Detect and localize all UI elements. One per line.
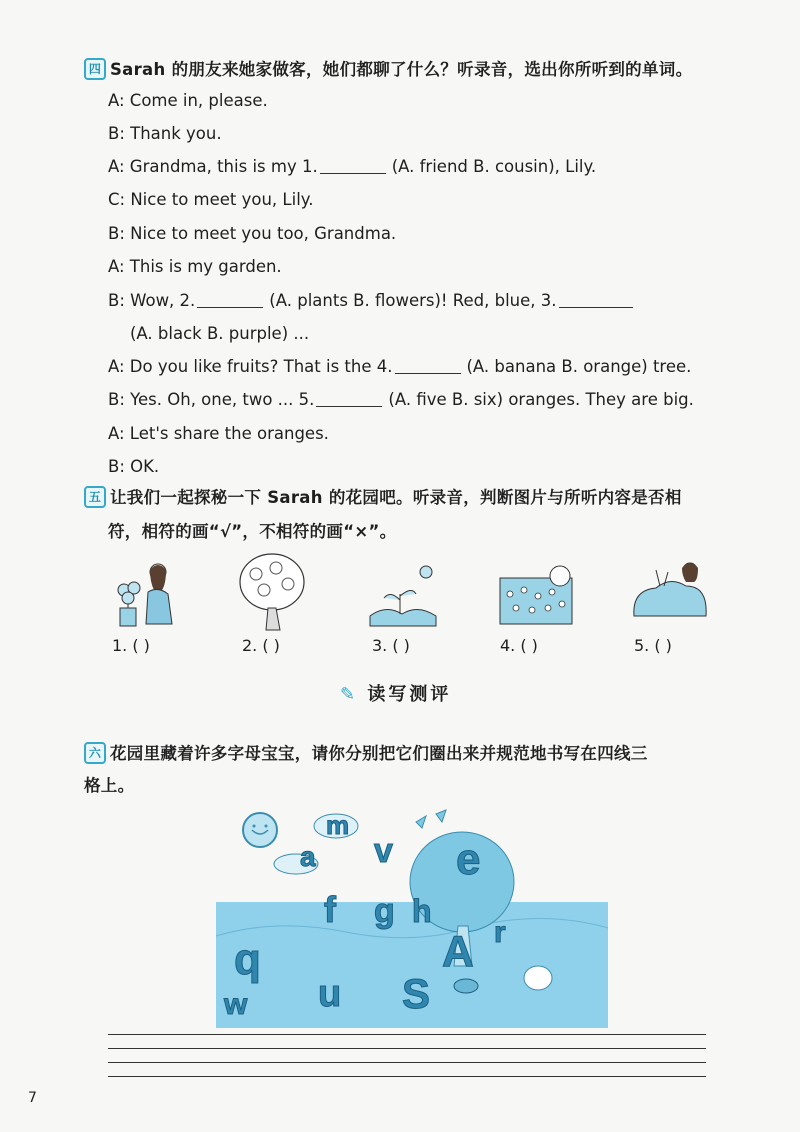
answer-blank-1[interactable] [320,157,386,174]
dialogue-line-7: B: Wow, 2. (A. plants B. flowers)! Red, blue, 3. [108,289,637,313]
writing-line-4[interactable] [108,1076,706,1077]
reading-header: ✎ 读写测评 [340,684,452,705]
picture-girl-bush [630,556,710,628]
hidden-letter[interactable]: S [402,970,431,1017]
section-6-title-line2: 格上。 [84,776,135,795]
dialogue-line-11: B: OK. [108,457,160,476]
hidden-letter[interactable]: A [442,927,474,976]
page-number: 7 [28,1090,37,1106]
picture-girl-watering [112,560,182,632]
section-5-title-line2: 符，相符的画“√”，不相符的画“×”。 [108,522,397,541]
dialogue-line-4: C: Nice to meet you, Lily. [108,190,314,209]
answer-blank-2[interactable] [197,291,263,308]
answer-4[interactable]: 4. ( ) [500,636,538,655]
hidden-letter[interactable]: f [324,889,336,930]
picture-sprouts [366,560,440,628]
hidden-letter[interactable]: q [234,935,261,984]
section-4-badge: 四 [84,58,106,80]
answer-blank-4[interactable] [395,357,461,374]
dialogue-line-6: A: This is my garden. [108,257,282,276]
dialogue-line-8: A: Do you like fruits? That is the 4. (A. banana B. orange) tree. [108,357,692,376]
section-6-title-line1: 六 花园里藏着许多字母宝宝，请你分别把它们圈出来并规范地书写在四线三 [84,740,648,768]
dialogue-line-3: A: Grandma, this is my 1. (A. friend B. cousin), Lily. [108,157,597,176]
hidden-letter[interactable]: a [300,841,316,872]
writing-line-2[interactable] [108,1048,706,1049]
answer-2[interactable]: 2. ( ) [242,636,280,655]
writing-line-1[interactable] [108,1034,706,1035]
dialogue-line-1: A: Come in, please. [108,91,268,110]
picture-flower-field [498,564,574,626]
answer-1[interactable]: 1. ( ) [112,636,150,655]
picture-fruit-tree [236,552,308,632]
hidden-letter[interactable]: e [456,835,481,884]
hidden-letter[interactable]: w [224,988,248,1021]
answer-5[interactable]: 5. ( ) [634,636,672,655]
dialogue-line-9: B: Yes. Oh, one, two ... 5. (A. five B. six) oranges. They are big. [108,390,694,409]
section-6-badge: 六 [84,742,106,764]
dialogue-line-10: A: Let's share the oranges. [108,424,329,443]
hidden-letter[interactable]: r [494,916,506,949]
dialogue-line-7-cont: (A. black B. purple) ... [130,324,310,343]
letter-garden-picture [216,806,608,1028]
section-5-badge: 五 [84,486,106,508]
answer-blank-5[interactable] [316,390,382,407]
hidden-letter[interactable]: v [374,832,393,870]
dialogue-line-5: B: Nice to meet you too, Grandma. [108,224,397,243]
dialogue-line-2: B: Thank you. [108,124,222,143]
writing-line-3[interactable] [108,1062,706,1063]
answer-blank-3[interactable] [559,291,633,308]
hidden-letter[interactable]: g [374,892,395,930]
answer-3[interactable]: 3. ( ) [372,636,410,655]
hidden-letter[interactable]: h [412,893,432,929]
hidden-letter[interactable]: u [318,973,342,1015]
section-5-title-line1: 五 让我们一起探秘一下 Sarah 的花园吧。听录音，判断图片与所听内容是否相 [84,484,682,512]
pencil-icon: ✎ [340,684,359,705]
hidden-letter[interactable]: m [326,810,350,840]
section-4-title: 四 Sarah 的朋友来她家做客，她们都聊了什么？听录音，选出你所听到的单词。 [84,56,692,84]
